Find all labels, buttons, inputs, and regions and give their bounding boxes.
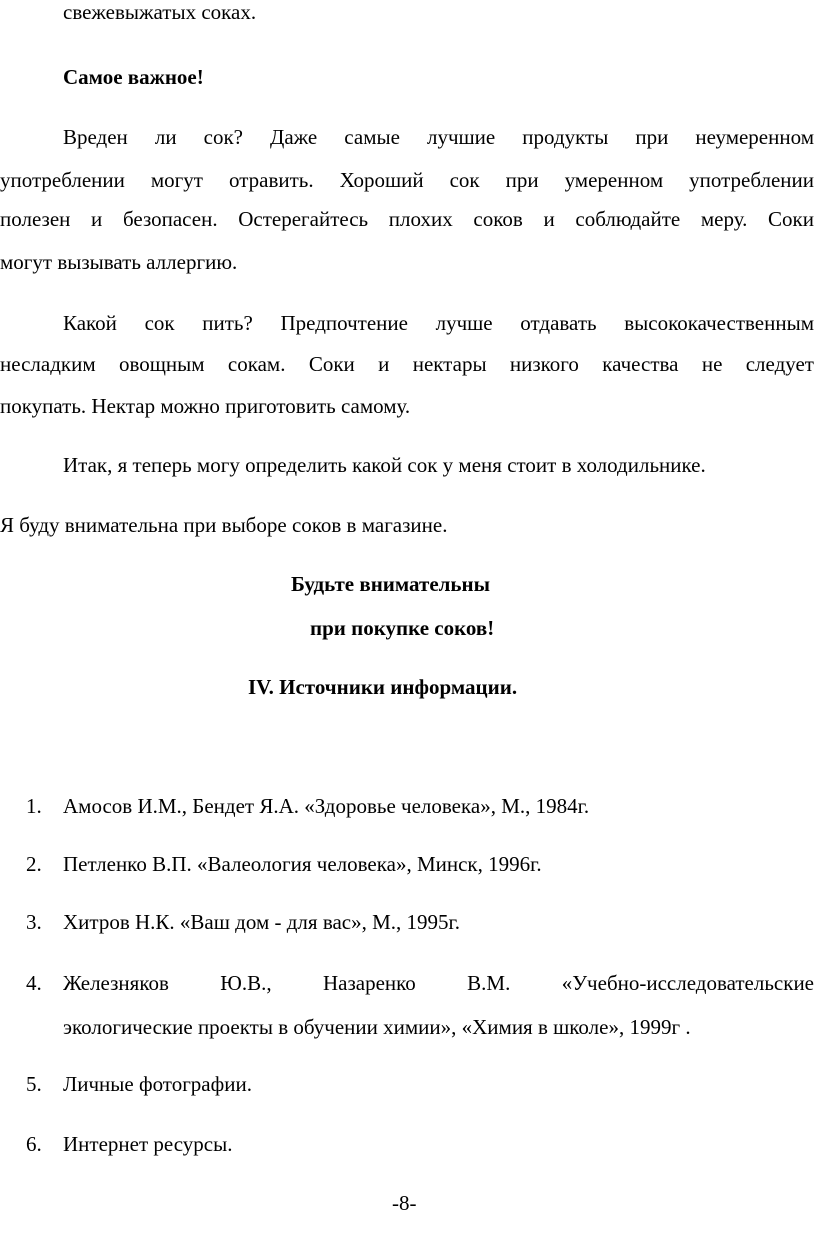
reference-number: 3. <box>26 910 42 934</box>
callout-line1: Будьте внимательны <box>291 572 491 596</box>
paragraph2-line2: несладким овощным сокам. Соки и нектары низкого качества не следует <box>0 352 814 376</box>
reference-text-line1: Железняков Ю.В., Назаренко В.М. «Учебно-исследовательские <box>63 971 814 995</box>
reference-number: 2. <box>26 852 42 876</box>
callout-line2: при покупке соков! <box>310 616 495 640</box>
top-fragment: свежевыжатых соках. <box>63 0 257 24</box>
paragraph2-line1: Какой сок пить? Предпочтение лучше отдавать высококачественным <box>63 311 814 335</box>
paragraph1-line2: употреблении могут отравить. Хороший сок при умеренном употреблении <box>0 168 814 192</box>
paragraph1-line3: полезен и безопасен. Остерегайтесь плохих соков и соблюдайте меру. Соки <box>0 207 814 231</box>
reference-number: 6. <box>26 1132 42 1156</box>
reference-text: Личные фотографии. <box>63 1072 252 1096</box>
reference-number: 1. <box>26 794 42 818</box>
section-heading: IV. Источники информации. <box>248 675 518 699</box>
reference-number: 4. <box>26 971 42 995</box>
paragraph3-line2: Я буду внимательна при выборе соков в магазине. <box>0 513 448 537</box>
paragraph1-line1: Вреден ли сок? Даже самые лучшие продукты при неумеренном <box>63 125 814 149</box>
reference-text: Амосов И.М., Бендет Я.А. «Здоровье человека», М., 1984г. <box>63 794 590 818</box>
reference-text: Хитров Н.К. «Ваш дом - для вас», М., 1995г. <box>63 910 461 934</box>
paragraph3-line1: Итак, я теперь могу определить какой сок у меня стоит в холодильнике. <box>63 453 706 477</box>
reference-text-line2: экологические проекты в обучении химии», «Химия в школе», 1999г . <box>63 1015 691 1039</box>
paragraph2-line3: покупать. Нектар можно приготовить самому. <box>0 394 411 418</box>
paragraph1-line4: могут вызывать аллергию. <box>0 250 238 274</box>
reference-text: Петленко В.П. «Валеология человека», Минск, 1996г. <box>63 852 542 876</box>
reference-text: Интернет ресурсы. <box>63 1132 233 1156</box>
important-heading: Самое важное! <box>63 65 204 89</box>
page-number: -8- <box>392 1191 417 1215</box>
reference-number: 5. <box>26 1072 42 1096</box>
